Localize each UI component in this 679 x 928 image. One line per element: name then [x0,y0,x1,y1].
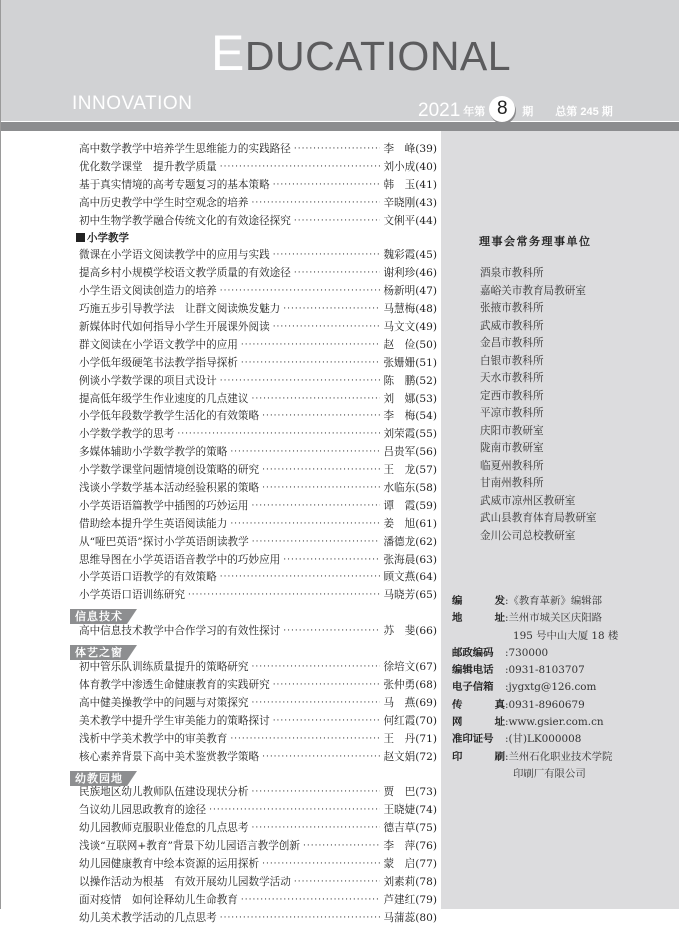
leader-dots [294,141,381,159]
article-title: 思维导图在小学英语语音教学中的巧妙应用 [79,553,281,566]
leader-dots [252,391,381,409]
article-title: 初中生物学教学融合传统文化的有效途径探究 [79,214,291,227]
toc-entry[interactable] [79,623,437,641]
article-title: 高中健美操教学中的问题与对策探究 [79,696,249,709]
info-label [452,662,505,679]
article-title: 高中数学教学中培养学生思维能力的实践路径 [79,142,291,155]
info-value: :《教育革新》编辑部 [505,595,603,607]
article-title: 借助绘本提升学生英语阅读能力 [79,517,228,530]
toc-entry[interactable] [79,659,437,677]
article-title: 多媒体辅助小学数学教学的策略 [79,446,228,459]
square-bullet-icon [76,233,85,242]
leader-dots [230,444,380,462]
leader-dots [294,874,381,892]
info-label-part: 传 [452,698,463,711]
article-author: 王 龙 [383,464,416,477]
article-title: 例谈小学数学课的项目式设计 [79,374,217,387]
article-page: (51) [415,356,437,369]
toc-entry[interactable] [79,820,437,838]
council-member: 武威市凉州区教研室 [480,494,576,507]
article-author: 吕贵军 [383,446,416,459]
article-author: 杨新明 [383,285,416,298]
info-label-part: 真 [494,698,505,711]
info-row [452,610,618,627]
toc-entry[interactable] [79,337,437,355]
article-title: 浅析中学美术教学中的审美教育 [79,732,228,745]
article-author: 德吉草 [383,822,416,835]
toc-entry[interactable] [79,695,437,713]
article-page: (71) [415,732,437,745]
article-page: (40) [415,160,437,173]
article-title: 新媒体时代如何指导小学生开展课外阅读 [79,321,270,333]
toc-entry[interactable] [79,480,437,498]
info-value: :730000 [505,646,549,659]
article-title: 核心素养背景下高中美术鉴赏教学策略 [79,750,260,763]
leader-dots [273,713,381,731]
info-label-part: 地 [452,612,463,625]
article-author: 刘素莉 [383,875,416,888]
article-title: 美术教学中提升学生审美能力的策略探讨 [79,714,270,727]
article-page: (44) [415,214,437,227]
article-title: 基于真实情境的高考专题复习的基本策略 [79,178,270,191]
article-author: 姜 旭 [383,517,416,530]
article-author: 潘德龙 [383,535,416,548]
article-author: 马慧梅 [383,303,416,316]
info-label [452,714,505,731]
article-title: 提高低年级学生作业速度的几点建议 [79,392,249,405]
issue-year: 2021 [418,100,461,121]
council-title: 理事会常务理事单位 [479,235,592,248]
article-page: (76) [415,840,437,853]
toc-entry[interactable] [79,159,437,177]
council-member: 白银市教科所 [480,354,544,367]
info-label-part: 址 [494,612,505,625]
article-author: 谭 霞 [383,499,416,512]
article-author: 苏 斐 [383,625,416,638]
article-page: (63) [415,553,437,566]
leader-dots [273,319,381,337]
leader-dots [209,802,380,820]
article-title: 体育教学中渗透生命健康教育的实践研究 [79,679,270,692]
article-title: 群文阅读在小学语文教学中的应用 [79,338,238,351]
toc-entry[interactable] [79,444,437,462]
article-title: 小学生语文阅读创造力的培养 [79,285,217,298]
article-page: (52) [415,374,437,387]
toc-entry[interactable] [79,373,437,391]
article-author: 芦建红 [383,893,416,906]
info-value: :兰州石化职业技术学院 [505,750,613,763]
article-page: (68) [415,679,437,692]
info-label-part: 址 [494,716,505,729]
article-title: 小学英语口语教学的有效策略 [79,571,217,584]
leader-dots [188,587,381,605]
article-title: 小学低年段数学教学生活化的有效策略 [79,410,260,423]
leader-dots [262,462,380,480]
info-label [452,749,505,766]
section-tab-heading [70,605,437,623]
toc-entry[interactable] [79,141,437,159]
info-value: :0931-8960679 [505,698,585,711]
toc-entry[interactable] [79,283,437,301]
article-page: (50) [415,338,437,351]
article-page: (78) [415,875,437,888]
article-author: 徐培文 [383,661,416,674]
article-author: 辛晓刚 [383,196,416,209]
article-title: 小学英语语篇教学中插图的巧妙运用 [79,499,249,512]
article-page: (66) [415,625,437,638]
article-page: (64) [415,571,437,584]
journal-title [211,25,512,81]
toc-entry[interactable] [79,552,437,570]
toc-entry[interactable] [79,516,437,534]
article-author: 水临东 [383,482,416,495]
info-value: :兰州市城关区庆阳路 [505,612,603,625]
council-member: 定西市教科所 [480,389,544,402]
article-title: 刍议幼儿园思政教育的途径 [79,804,207,817]
article-page: (54) [415,410,437,423]
article-page: (53) [415,392,437,405]
leader-dots [241,337,381,355]
article-title: 浅谈小学数学基本活动经验积累的策略 [79,482,260,495]
total-issue: 总第 245 期 [555,106,613,118]
article-author: 李 梅 [383,410,416,423]
article-author: 蒙 启 [383,858,416,871]
toc-entry[interactable] [79,195,437,213]
article-author: 李 峰 [383,142,416,155]
toc-entry[interactable] [79,213,437,231]
section-tab-label: 信息技术 [70,609,127,624]
article-title: 高中历史教学中学生时空观念的培养 [79,196,249,209]
article-title: 优化数学课堂 提升教学质量 [79,160,217,173]
leader-dots [252,498,381,516]
article-author: 李 萍 [383,840,416,853]
toc-entry[interactable] [79,749,437,767]
title-rest: DUCATIONAL [244,33,512,79]
info-row [452,593,618,610]
council-member: 酒泉市教科所 [480,267,544,279]
leader-dots [220,283,381,301]
leader-dots [303,838,380,856]
article-title: 巧施五步引导教学法 让群文阅读焕发魅力 [79,303,281,316]
article-page: (79) [415,893,437,906]
info-value-continued: 印刷厂有限公司 [513,767,586,780]
info-label-part: 电子信箱 [452,681,494,694]
toc-entry[interactable] [79,713,437,731]
article-author: 何红霞 [383,714,416,727]
toc-entry[interactable] [79,785,437,803]
article-title: 以操作活动为根基 有效开展幼儿园数学活动 [79,875,291,888]
article-page: (67) [415,661,437,674]
leader-dots [230,516,380,534]
article-author: 陈 鹏 [383,374,416,387]
article-page: (39) [415,142,437,155]
article-author: 王 丹 [383,732,416,745]
section-tab-heading [70,641,437,659]
table-of-contents [75,141,437,928]
info-value: :0931-8103707 [505,664,585,677]
toc-entry[interactable] [79,498,437,516]
article-author: 张海晨 [383,553,416,566]
leader-dots [252,534,381,552]
toc-entry[interactable] [79,892,437,910]
info-row [452,749,618,766]
article-page: (69) [415,696,437,709]
article-page: (56) [415,446,437,459]
toc-entry[interactable] [79,177,437,195]
leader-dots [273,177,381,195]
toc-entry[interactable] [79,534,437,552]
article-author: 马蒲蕊 [383,911,416,924]
council-member: 陇南市教研室 [480,442,544,454]
issue-suffix: 期 [522,106,534,118]
info-label [452,731,505,748]
article-page: (70) [415,714,437,727]
section-heading-label: 小学教学 [87,232,129,245]
leader-dots [273,677,381,695]
leader-dots [262,408,380,426]
info-label [452,593,505,610]
article-author: 魏彩霞 [383,249,416,262]
toc-entry[interactable] [79,569,437,587]
info-label [452,697,505,714]
info-label [452,610,505,627]
info-label-part: 印 [452,750,463,763]
toc-entry[interactable] [79,319,437,337]
leader-dots [230,731,380,749]
info-value-continued: 195 号中山大厦 18 楼 [513,629,619,642]
leader-dots [252,784,381,802]
info-row [452,766,618,783]
leader-dots [273,247,381,265]
toc-entry[interactable] [79,462,437,480]
council-member: 平凉市教科所 [480,407,544,419]
article-title: 幼儿园健康教育中绘本资源的运用探析 [79,858,260,871]
council-member: 临夏州教科所 [480,459,544,472]
info-label-part: 发 [494,595,505,607]
article-title: 幼儿园教师克服职业倦怠的几点思考 [79,822,249,835]
article-page: (75) [415,822,437,835]
section-heading [76,230,437,247]
info-row [452,714,618,731]
masthead [1,0,679,121]
article-author: 谢利珍 [383,267,416,280]
toc-entry[interactable] [79,731,437,749]
council-member: 天水市教科所 [480,372,544,384]
toc-entry[interactable] [79,426,437,444]
leader-dots [220,373,381,391]
info-value: :(甘)LK000008 [505,733,582,746]
leader-dots [262,480,380,498]
leader-dots [241,892,381,910]
council-member: 武威市教科所 [480,319,544,332]
article-author: 刘荣霞 [383,428,416,441]
leader-dots [294,213,381,231]
section-tab-label: 体艺之窗 [70,645,127,660]
article-page: (65) [415,589,437,602]
header-separator [1,122,679,131]
leader-dots [262,856,380,874]
council-member: 金川公司总校教研室 [480,529,576,542]
article-author: 赵文娟 [383,750,416,763]
article-title: 从“哑巴英语”探讨小学英语朗读教学 [79,535,249,548]
leader-dots [283,623,380,641]
article-author: 文俐平 [383,214,416,227]
leader-dots [283,552,380,570]
article-page: (77) [415,858,437,871]
article-page: (55) [415,428,437,441]
article-author: 赵 俭 [383,338,416,351]
leader-dots [220,569,381,587]
article-title: 浅谈“互联网+教育”背景下幼儿园语言教学创新 [79,840,300,853]
article-page: (45) [415,249,437,262]
leader-dots [252,820,381,838]
article-page: (62) [415,535,437,548]
info-label [452,645,505,662]
toc-entry[interactable] [79,355,437,373]
toc-entry[interactable] [79,391,437,409]
article-page: (72) [415,750,437,763]
article-title: 面对疫情 如何诠释幼儿生命教育 [79,893,238,906]
article-page: (74) [415,804,437,817]
article-author: 王晓婕 [383,804,416,817]
article-page: (61) [415,517,437,530]
leader-dots [294,265,381,283]
article-page: (73) [415,786,437,799]
journal-subtitle: INNOVATION [72,93,193,114]
toc-entry[interactable] [79,874,437,892]
article-title: 小学英语口语训练研究 [79,589,185,602]
article-author: 刘小成 [383,160,416,173]
article-page: (80) [415,911,437,924]
leader-dots [283,301,380,319]
info-label [452,679,505,696]
info-row [452,697,618,714]
toc-entry[interactable] [79,265,437,283]
article-author: 张仲勇 [383,679,416,692]
info-row [452,628,618,645]
article-page: (59) [415,499,437,512]
article-title: 小学数学教学的思考 [79,428,175,441]
article-author: 马晓芳 [383,589,416,602]
article-page: (46) [415,267,437,280]
council-member: 张掖市教科所 [480,302,544,314]
toc-entry[interactable] [79,838,437,856]
article-title: 小学低年级硬笔书法教学指导探析 [79,356,238,369]
toc-entry[interactable] [79,802,437,820]
article-author: 刘 娜 [383,392,416,405]
leader-dots [252,195,381,213]
article-title: 高中信息技术教学中合作学习的有效性探讨 [79,625,281,638]
article-title: 民族地区幼儿教师队伍建设现状分析 [79,786,249,799]
leader-dots [252,695,381,713]
article-author: 马 燕 [383,696,416,709]
council-member: 金昌市教科所 [480,337,544,349]
toc-entry[interactable] [79,301,437,319]
info-value: :www.gsier.com.cn [505,716,604,729]
info-label-part: 网 [452,716,463,729]
article-page: (58) [415,482,437,495]
leader-dots [220,910,381,928]
article-page: (43) [415,196,437,209]
info-row [452,679,618,696]
section-tab-heading [70,767,437,785]
toc-entry[interactable] [79,677,437,695]
issue-year-suffix: 年第 [463,106,486,118]
leader-dots [177,426,380,444]
article-author: 顾文燕 [383,571,416,584]
leader-dots [220,159,381,177]
toc-entry[interactable] [79,856,437,874]
article-title: 提高乡村小规模学校语文教学质量的有效途径 [79,267,291,280]
title-initial: E [211,25,245,81]
toc-entry[interactable] [79,587,437,605]
info-row [452,731,618,748]
article-page: (41) [415,178,437,191]
info-row [452,645,618,662]
council-member: 甘南州教科所 [480,477,544,489]
article-title: 幼儿美术教学活动的几点思考 [79,911,217,924]
publication-info [452,593,618,783]
leader-dots [262,749,380,767]
article-page: (47) [415,285,437,298]
article-title: 微课在小学语文阅读教学中的应用与实践 [79,249,270,262]
article-author: 马文文 [383,321,416,333]
article-title: 初中管乐队训练质量提升的策略研究 [79,661,249,674]
info-label-part: 编 [452,595,463,607]
article-author: 韩 玉 [383,178,416,191]
article-page: (57) [415,464,437,477]
info-label-part: 编辑电话 [452,664,494,677]
section-tab-label: 幼教园地 [70,771,127,786]
article-title: 小学数学课堂问题情境创设策略的研究 [79,464,260,477]
info-value: :jygxtg@126.com [505,681,597,694]
article-author: 张姗姗 [383,356,416,369]
council-member: 庆阳市教研室 [480,424,544,437]
info-label-part: 准印证号 [452,733,494,746]
article-author: 贾 巴 [383,786,416,799]
leader-dots [252,659,381,677]
council-member: 武山县教育体育局教研室 [480,512,597,524]
council-member: 嘉峪关市教育局教研室 [480,284,586,297]
info-row [452,662,618,679]
article-page: (48) [415,303,437,316]
article-page: (49) [415,321,437,333]
page-left-border [0,0,1,909]
toc-entry[interactable] [79,910,437,928]
issue-info [418,98,613,124]
info-label-part: 刷 [494,750,505,763]
council-member-list [480,265,597,545]
toc-entry[interactable] [79,247,437,265]
info-label-part: 邮政编码 [452,646,494,659]
leader-dots [241,355,381,373]
toc-entry[interactable] [79,408,437,426]
issue-number-badge: 8 [489,96,515,122]
